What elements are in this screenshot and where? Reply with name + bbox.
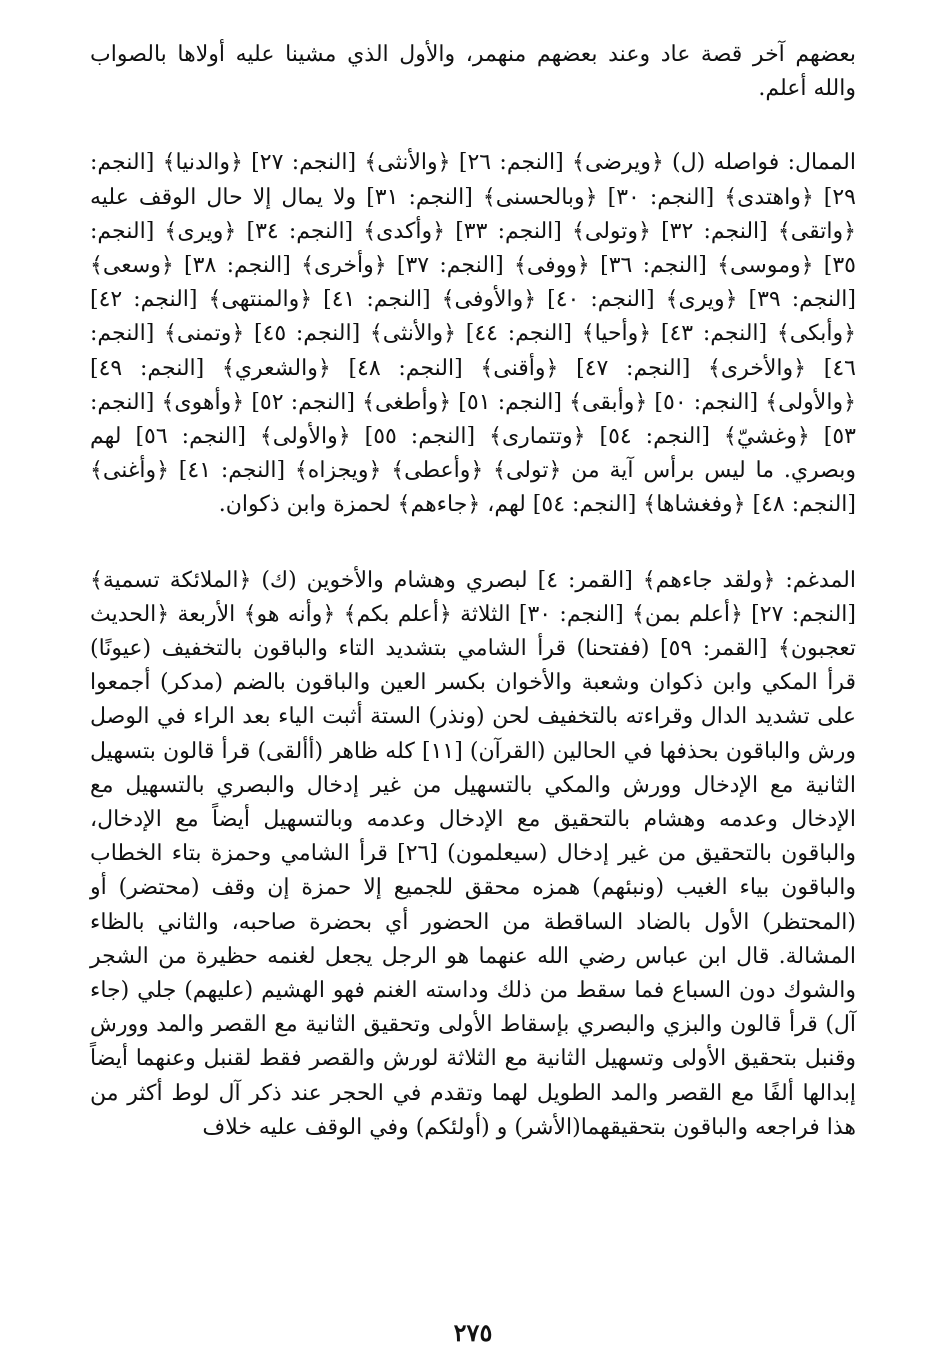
page-number: ٢٧٥ (453, 1318, 493, 1347)
paragraph-mudgham: المدغم: ﴿ولقد جاءهم﴾ [القمر: ٤] لبصري وهشام والأخوين (ك) ﴿الملائكة تسمية﴾ [النجم: ٢٧] ﴿أعلم بمن﴾ [النجم: ٣٠] الثلاثة ﴿أعلم بكم﴾ ﴿وأنه هو﴾ الأربعة ﴿الحديث تعجبون﴾ [القمر: ٥٩] (ففتحنا) قرأ الشامي بتشديد التاء والباقون بالتخفيف (عيونًا) قرأ المكي وابن ذكوان وشعبة والأخوان بكسر العين والباقون بالضم (مدكر) أجمعوا على تشديد الدال وقراءته بالتخفيف لحن (ونذر) الستة أثبت الياء بعد الراء في الوصل ورش والباقون بحذفها في الحالين (القرآن) [١١] كله ظاهر (أألقى) قرأ قالون بتسهيل الثانية مع الإدخال وورش والمكي بالتسهيل من غير إدخال والبصري بالتسهيل مع الإدخال وعدمه وهشام بالتحقيق مع الإدخال وعدمه وبالتسهيل أيضاً مع الإدخال، والباقون بالتحقيق من غير إدخال (سيعلمون) [٢٦] قرأ الشامي وحمزة بتاء الخطاب والباقون بياء الغيب (ونبئهم) همزه محقق للجميع إلا حمزة إن وقف (محتضر) أو (المحتظر) الأول بالضاد الساقطة من الحضور أي بحضرة صاحبه، والثاني بالظاء المشالة. قال ابن عباس رضي الله عنهما هو الرجل يجعل لغنمه حظيرة من الشجر والشوك دون السباع فما سقط من ذلك وداسته الغنم فهو الهشيم (عليهم) جلي (جاء آل) قرأ قالون والبزي والبصري بإسقاط الأولى وتحقيق الثانية مع القصر والمد وورش وقنبل بتحقيق الأولى وتسهيل الثانية مع الثلاثة لورش والقصر فقط لقنبل وعنهما أيضاً إبدالها ألفًا مع القصر والمد الطويل لهما وتقدم في الحجر عند ذكر آل لوط أكثر من هذا فراجعه والباقون بتحقيقهما(الأشر) و (أولئكم) وفي الوقف عليه خلاف (90, 567, 857, 1140)
paragraph-intro: بعضهم آخر قصة عاد وعند بعضهم منهمر، والأول الذي مشينا عليه أولاها بالصواب والله أعلم. (90, 42, 856, 102)
paragraph-spacer (90, 523, 856, 564)
paragraph-spacer (90, 106, 856, 146)
paragraph-mumal: الممال: فواصله (ل) ﴿ويرضى﴾ [النجم: ٢٦] ﴿والأنثى﴾ [النجم: ٢٧] ﴿والدنيا﴾ [النجم: ٢٩] ﴿واهتدى﴾ [النجم: ٣٠] ﴿وبالحسنى﴾ [النجم: ٣١] ولا يمال إلا حال الوقف عليه ﴿واتقى﴾ [النجم: ٣٢] ﴿وتولى﴾ [النجم: ٣٣] ﴿وأكدى﴾ [النجم: ٣٤] ﴿ويرى﴾ [النجم: ٣٥] ﴿وموسى﴾ [النجم: ٣٦] ﴿ووفى﴾ [النجم: ٣٧] ﴿وأخرى﴾ [النجم: ٣٨] ﴿وسعى﴾ [النجم: ٣٩] ﴿ويرى﴾ [النجم: ٤٠] ﴿والأوفى﴾ [النجم: ٤١] ﴿والمنتهى﴾ [النجم: ٤٢] ﴿وأبكى﴾ [النجم: ٤٣] ﴿وأحيا﴾ [النجم: ٤٤] ﴿والأنثى﴾ [النجم: ٤٥] ﴿وتمنى﴾ [النجم: ٤٦] ﴿والأخرى﴾ [النجم: ٤٧] ﴿وأقنى﴾ [النجم: ٤٨] ﴿والشعري﴾ [النجم: ٤٩] ﴿والأولى﴾ [النجم: ٥٠] ﴿وأبقى﴾ [النجم: ٥١] ﴿وأطغى﴾ [النجم: ٥٢] ﴿وأهوى﴾ [النجم: ٥٣] ﴿وغشيّ﴾ [النجم: ٥٤] ﴿وتتمارى﴾ [النجم: ٥٥] ﴿والأولى﴾ [النجم: ٥٦] لهم وبصري. ما ليس برأس آية من ﴿تولى﴾ ﴿وأعطى﴾ ﴿ويجزاه﴾ [النجم: ٤١] ﴿وأغنى﴾ [النجم: ٤٨] ﴿وفغشاها﴾ [النجم: ٥٤] لهم، ﴿جاءهم﴾ لحمزة وابن ذكوان. (90, 150, 857, 518)
